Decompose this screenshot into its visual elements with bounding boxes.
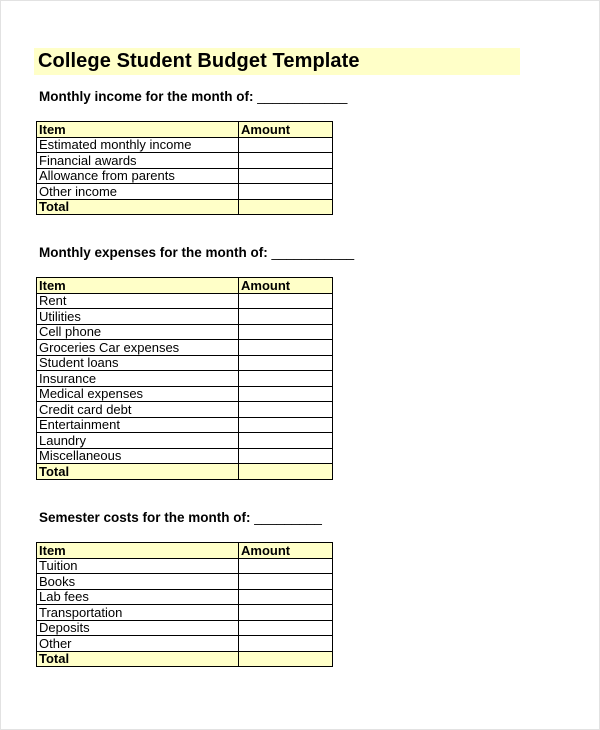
table-header-row bbox=[37, 543, 333, 559]
semester-heading-label: Semester costs for the month of: bbox=[39, 510, 251, 525]
table-row bbox=[37, 340, 333, 356]
semester-table bbox=[36, 542, 333, 667]
semester-month-blank[interactable]: _________ bbox=[254, 510, 322, 525]
amount-cell[interactable] bbox=[239, 153, 333, 169]
amount-cell[interactable] bbox=[239, 168, 333, 184]
item-cell: Medical expenses bbox=[37, 386, 239, 402]
item-cell: Deposits bbox=[37, 620, 239, 636]
table-row bbox=[37, 168, 333, 184]
table-row bbox=[37, 137, 333, 153]
total-label-cell: Total bbox=[37, 199, 239, 215]
header-amount-cell: Amount bbox=[239, 543, 333, 559]
income-heading-label: Monthly income for the month of: bbox=[39, 89, 254, 104]
item-cell: Cell phone bbox=[37, 324, 239, 340]
table-row bbox=[37, 293, 333, 309]
header-amount-cell: Amount bbox=[239, 122, 333, 138]
table-row bbox=[37, 605, 333, 621]
page-title: College Student Budget Template bbox=[38, 50, 360, 72]
total-amount-cell[interactable] bbox=[239, 651, 333, 667]
item-cell: Laundry bbox=[37, 433, 239, 449]
expenses-table bbox=[36, 277, 333, 480]
table-row bbox=[37, 448, 333, 464]
table-row bbox=[37, 589, 333, 605]
amount-cell[interactable] bbox=[239, 340, 333, 356]
table-row bbox=[37, 371, 333, 387]
table-row bbox=[37, 309, 333, 325]
total-amount-cell[interactable] bbox=[239, 199, 333, 215]
item-cell: Financial awards bbox=[37, 153, 239, 169]
amount-cell[interactable] bbox=[239, 620, 333, 636]
table-header-row bbox=[37, 278, 333, 294]
amount-cell[interactable] bbox=[239, 558, 333, 574]
item-cell: Student loans bbox=[37, 355, 239, 371]
item-cell: Utilities bbox=[37, 309, 239, 325]
header-item-cell: Item bbox=[37, 122, 239, 138]
amount-cell[interactable] bbox=[239, 448, 333, 464]
item-cell: Insurance bbox=[37, 371, 239, 387]
table-row bbox=[37, 184, 333, 200]
table-row bbox=[37, 386, 333, 402]
table-row bbox=[37, 402, 333, 418]
amount-cell[interactable] bbox=[239, 371, 333, 387]
total-row bbox=[37, 464, 333, 480]
table-row bbox=[37, 417, 333, 433]
amount-cell[interactable] bbox=[239, 605, 333, 621]
table-row bbox=[37, 153, 333, 169]
item-cell: Groceries Car expenses bbox=[37, 340, 239, 356]
header-item-cell: Item bbox=[37, 543, 239, 559]
total-row bbox=[37, 651, 333, 667]
amount-cell[interactable] bbox=[239, 137, 333, 153]
amount-cell[interactable] bbox=[239, 402, 333, 418]
item-cell: Lab fees bbox=[37, 589, 239, 605]
table-row bbox=[37, 620, 333, 636]
item-cell: Transportation bbox=[37, 605, 239, 621]
table-row bbox=[37, 433, 333, 449]
item-cell: Books bbox=[37, 574, 239, 590]
expenses-heading-label: Monthly expenses for the month of: bbox=[39, 245, 268, 260]
header-item-cell: Item bbox=[37, 278, 239, 294]
table-header-row bbox=[37, 122, 333, 138]
table-row bbox=[37, 574, 333, 590]
amount-cell[interactable] bbox=[239, 293, 333, 309]
expenses-heading bbox=[39, 245, 354, 260]
table-row bbox=[37, 636, 333, 652]
item-cell: Tuition bbox=[37, 558, 239, 574]
amount-cell[interactable] bbox=[239, 589, 333, 605]
total-label-cell: Total bbox=[37, 464, 239, 480]
expenses-month-blank[interactable]: ___________ bbox=[271, 245, 355, 260]
amount-cell[interactable] bbox=[239, 309, 333, 325]
amount-cell[interactable] bbox=[239, 355, 333, 371]
amount-cell[interactable] bbox=[239, 636, 333, 652]
item-cell: Other income bbox=[37, 184, 239, 200]
item-cell: Estimated monthly income bbox=[37, 137, 239, 153]
item-cell: Entertainment bbox=[37, 417, 239, 433]
item-cell: Rent bbox=[37, 293, 239, 309]
amount-cell[interactable] bbox=[239, 433, 333, 449]
income-month-blank[interactable]: ____________ bbox=[257, 89, 348, 104]
title-banner bbox=[34, 48, 520, 75]
semester-heading bbox=[39, 510, 322, 525]
income-table bbox=[36, 121, 333, 215]
header-amount-cell: Amount bbox=[239, 278, 333, 294]
table-row bbox=[37, 324, 333, 340]
amount-cell[interactable] bbox=[239, 417, 333, 433]
table-row bbox=[37, 355, 333, 371]
amount-cell[interactable] bbox=[239, 574, 333, 590]
amount-cell[interactable] bbox=[239, 184, 333, 200]
item-cell: Other bbox=[37, 636, 239, 652]
item-cell: Miscellaneous bbox=[37, 448, 239, 464]
item-cell: Allowance from parents bbox=[37, 168, 239, 184]
income-heading bbox=[39, 89, 347, 104]
total-row bbox=[37, 199, 333, 215]
item-cell: Credit card debt bbox=[37, 402, 239, 418]
table-row bbox=[37, 558, 333, 574]
total-amount-cell[interactable] bbox=[239, 464, 333, 480]
amount-cell[interactable] bbox=[239, 386, 333, 402]
amount-cell[interactable] bbox=[239, 324, 333, 340]
total-label-cell: Total bbox=[37, 651, 239, 667]
